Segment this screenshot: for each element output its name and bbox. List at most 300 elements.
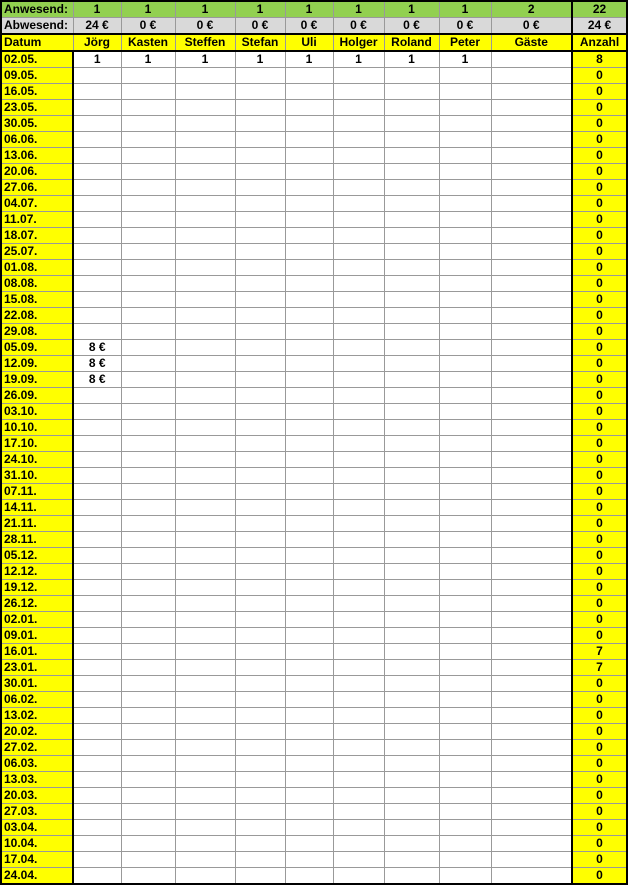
table-cell[interactable] <box>235 628 285 644</box>
date-cell[interactable]: 06.06. <box>1 132 73 148</box>
table-cell[interactable] <box>491 628 572 644</box>
table-cell[interactable] <box>121 484 175 500</box>
table-cell[interactable] <box>491 516 572 532</box>
table-cell[interactable] <box>333 692 384 708</box>
table-cell[interactable] <box>491 756 572 772</box>
table-cell[interactable] <box>235 404 285 420</box>
date-cell[interactable]: 05.12. <box>1 548 73 564</box>
table-cell[interactable] <box>235 292 285 308</box>
table-cell[interactable] <box>73 820 121 836</box>
table-cell[interactable] <box>175 276 235 292</box>
table-cell[interactable] <box>73 164 121 180</box>
table-cell[interactable] <box>285 804 333 820</box>
table-cell[interactable] <box>235 756 285 772</box>
table-cell[interactable] <box>235 196 285 212</box>
table-cell[interactable] <box>285 756 333 772</box>
column-header-peter[interactable]: Peter <box>439 34 491 51</box>
table-cell[interactable] <box>73 660 121 676</box>
date-cell[interactable]: 06.02. <box>1 692 73 708</box>
table-cell[interactable] <box>439 276 491 292</box>
table-cell[interactable] <box>73 516 121 532</box>
count-cell[interactable]: 0 <box>572 228 627 244</box>
table-cell[interactable] <box>73 180 121 196</box>
table-cell[interactable] <box>491 404 572 420</box>
table-cell[interactable] <box>491 196 572 212</box>
table-cell[interactable] <box>333 84 384 100</box>
table-cell[interactable] <box>235 548 285 564</box>
table-cell[interactable] <box>439 436 491 452</box>
count-cell[interactable]: 7 <box>572 660 627 676</box>
table-cell[interactable] <box>285 100 333 116</box>
present-count-joerg[interactable]: 1 <box>73 1 121 18</box>
table-cell[interactable] <box>175 708 235 724</box>
count-cell[interactable]: 0 <box>572 292 627 308</box>
date-cell[interactable]: 02.01. <box>1 612 73 628</box>
present-count-kasten[interactable]: 1 <box>121 1 175 18</box>
present-count-steffen[interactable]: 1 <box>175 1 235 18</box>
table-cell[interactable] <box>175 340 235 356</box>
table-cell[interactable] <box>175 580 235 596</box>
table-cell[interactable] <box>285 644 333 660</box>
table-cell[interactable] <box>73 132 121 148</box>
table-cell[interactable] <box>491 740 572 756</box>
table-cell[interactable] <box>73 580 121 596</box>
table-cell[interactable] <box>175 100 235 116</box>
table-cell[interactable] <box>384 516 439 532</box>
table-cell[interactable] <box>175 452 235 468</box>
count-cell[interactable]: 0 <box>572 820 627 836</box>
table-cell[interactable] <box>73 260 121 276</box>
table-cell[interactable] <box>121 324 175 340</box>
table-cell[interactable] <box>121 516 175 532</box>
table-cell[interactable] <box>285 324 333 340</box>
date-cell[interactable]: 25.07. <box>1 244 73 260</box>
table-cell[interactable] <box>491 356 572 372</box>
table-cell[interactable] <box>121 276 175 292</box>
table-cell[interactable] <box>333 516 384 532</box>
table-cell[interactable] <box>491 820 572 836</box>
table-cell[interactable] <box>235 868 285 885</box>
table-cell[interactable] <box>333 500 384 516</box>
table-cell[interactable] <box>175 836 235 852</box>
present-count-total[interactable]: 22 <box>572 1 627 18</box>
table-cell[interactable] <box>175 788 235 804</box>
table-cell[interactable] <box>333 356 384 372</box>
table-cell[interactable] <box>384 676 439 692</box>
date-cell[interactable]: 14.11. <box>1 500 73 516</box>
table-cell[interactable] <box>285 740 333 756</box>
count-cell[interactable]: 0 <box>572 564 627 580</box>
table-cell[interactable] <box>439 692 491 708</box>
table-cell[interactable] <box>285 180 333 196</box>
table-cell[interactable] <box>175 356 235 372</box>
table-cell[interactable] <box>235 372 285 388</box>
date-cell[interactable]: 02.05. <box>1 51 73 68</box>
table-cell[interactable] <box>121 100 175 116</box>
count-cell[interactable]: 0 <box>572 836 627 852</box>
table-cell[interactable] <box>384 196 439 212</box>
table-cell[interactable]: 1 <box>384 51 439 68</box>
table-cell[interactable] <box>121 212 175 228</box>
table-cell[interactable] <box>491 660 572 676</box>
count-cell[interactable]: 0 <box>572 244 627 260</box>
table-cell[interactable] <box>439 292 491 308</box>
table-cell[interactable] <box>333 260 384 276</box>
table-cell[interactable] <box>491 852 572 868</box>
table-cell[interactable] <box>121 132 175 148</box>
table-cell[interactable] <box>235 148 285 164</box>
table-cell[interactable] <box>285 196 333 212</box>
table-cell[interactable] <box>491 468 572 484</box>
table-cell[interactable] <box>384 436 439 452</box>
table-cell[interactable] <box>384 132 439 148</box>
count-cell[interactable]: 0 <box>572 276 627 292</box>
table-cell[interactable]: 1 <box>121 51 175 68</box>
table-cell[interactable] <box>384 452 439 468</box>
table-cell[interactable] <box>175 596 235 612</box>
table-cell[interactable] <box>73 724 121 740</box>
table-cell[interactable] <box>235 820 285 836</box>
table-cell[interactable] <box>333 788 384 804</box>
table-cell[interactable] <box>175 500 235 516</box>
table-cell[interactable] <box>235 84 285 100</box>
date-cell[interactable]: 23.01. <box>1 660 73 676</box>
table-cell[interactable] <box>285 660 333 676</box>
table-cell[interactable] <box>121 564 175 580</box>
table-cell[interactable] <box>491 308 572 324</box>
table-cell[interactable] <box>439 308 491 324</box>
table-cell[interactable] <box>121 644 175 660</box>
table-cell[interactable] <box>384 244 439 260</box>
table-cell[interactable] <box>285 404 333 420</box>
table-cell[interactable] <box>121 740 175 756</box>
table-cell[interactable] <box>175 484 235 500</box>
table-cell[interactable] <box>73 548 121 564</box>
table-cell[interactable] <box>285 724 333 740</box>
table-cell[interactable] <box>439 228 491 244</box>
absent-amount-kasten[interactable]: 0 € <box>121 18 175 35</box>
table-cell[interactable] <box>285 228 333 244</box>
table-cell[interactable] <box>73 388 121 404</box>
present-count-holger[interactable]: 1 <box>333 1 384 18</box>
table-cell[interactable] <box>384 100 439 116</box>
table-cell[interactable] <box>235 772 285 788</box>
table-cell[interactable] <box>439 644 491 660</box>
table-cell[interactable] <box>73 292 121 308</box>
table-cell[interactable] <box>333 100 384 116</box>
table-cell[interactable] <box>121 196 175 212</box>
table-cell[interactable] <box>491 836 572 852</box>
table-cell[interactable] <box>384 308 439 324</box>
count-cell[interactable]: 0 <box>572 516 627 532</box>
table-cell[interactable] <box>73 612 121 628</box>
table-cell[interactable] <box>121 660 175 676</box>
count-cell[interactable]: 0 <box>572 68 627 84</box>
table-cell[interactable] <box>73 740 121 756</box>
table-cell[interactable] <box>384 164 439 180</box>
count-cell[interactable]: 0 <box>572 308 627 324</box>
table-cell[interactable] <box>439 756 491 772</box>
date-cell[interactable]: 12.09. <box>1 356 73 372</box>
table-cell[interactable] <box>121 676 175 692</box>
table-cell[interactable] <box>491 132 572 148</box>
table-cell[interactable] <box>439 404 491 420</box>
table-cell[interactable] <box>285 212 333 228</box>
column-header-stefan[interactable]: Stefan <box>235 34 285 51</box>
table-cell[interactable] <box>121 116 175 132</box>
table-cell[interactable] <box>333 116 384 132</box>
table-cell[interactable] <box>384 756 439 772</box>
table-cell[interactable] <box>235 660 285 676</box>
table-cell[interactable] <box>235 532 285 548</box>
table-cell[interactable] <box>285 452 333 468</box>
table-cell[interactable] <box>175 84 235 100</box>
table-cell[interactable] <box>333 420 384 436</box>
table-cell[interactable] <box>491 340 572 356</box>
table-cell[interactable] <box>121 788 175 804</box>
table-cell[interactable] <box>384 68 439 84</box>
table-cell[interactable] <box>333 532 384 548</box>
table-cell[interactable] <box>73 788 121 804</box>
table-cell[interactable] <box>175 516 235 532</box>
table-cell[interactable] <box>384 324 439 340</box>
table-cell[interactable] <box>175 68 235 84</box>
table-cell[interactable] <box>235 804 285 820</box>
table-cell[interactable] <box>73 756 121 772</box>
table-cell[interactable] <box>235 164 285 180</box>
table-cell[interactable] <box>439 612 491 628</box>
table-cell[interactable] <box>491 100 572 116</box>
table-cell[interactable]: 1 <box>285 51 333 68</box>
table-cell[interactable] <box>439 356 491 372</box>
table-cell[interactable] <box>235 452 285 468</box>
column-header-count[interactable]: Anzahl <box>572 34 627 51</box>
date-cell[interactable]: 13.06. <box>1 148 73 164</box>
date-cell[interactable]: 03.10. <box>1 404 73 420</box>
table-cell[interactable] <box>439 212 491 228</box>
table-cell[interactable] <box>384 484 439 500</box>
table-cell[interactable] <box>235 484 285 500</box>
count-cell[interactable]: 0 <box>572 132 627 148</box>
table-cell[interactable] <box>491 228 572 244</box>
table-cell[interactable] <box>235 340 285 356</box>
table-cell[interactable] <box>333 164 384 180</box>
table-cell[interactable] <box>333 596 384 612</box>
table-cell[interactable] <box>285 580 333 596</box>
table-cell[interactable] <box>121 628 175 644</box>
date-cell[interactable]: 12.12. <box>1 564 73 580</box>
table-cell[interactable] <box>121 372 175 388</box>
table-cell[interactable] <box>333 644 384 660</box>
table-cell[interactable] <box>285 676 333 692</box>
table-cell[interactable] <box>175 180 235 196</box>
date-cell[interactable]: 17.04. <box>1 852 73 868</box>
table-cell[interactable] <box>333 292 384 308</box>
table-cell[interactable] <box>384 772 439 788</box>
count-cell[interactable]: 0 <box>572 548 627 564</box>
date-cell[interactable]: 22.08. <box>1 308 73 324</box>
table-cell[interactable] <box>73 500 121 516</box>
table-cell[interactable] <box>73 772 121 788</box>
count-cell[interactable]: 0 <box>572 452 627 468</box>
table-cell[interactable] <box>285 340 333 356</box>
absent-amount-uli[interactable]: 0 € <box>285 18 333 35</box>
table-cell[interactable]: 8 € <box>73 372 121 388</box>
table-cell[interactable] <box>439 660 491 676</box>
absent-amount-total[interactable]: 24 € <box>572 18 627 35</box>
table-cell[interactable] <box>333 548 384 564</box>
table-cell[interactable] <box>333 132 384 148</box>
table-cell[interactable] <box>121 468 175 484</box>
table-cell[interactable] <box>384 388 439 404</box>
count-cell[interactable]: 0 <box>572 756 627 772</box>
count-cell[interactable]: 0 <box>572 852 627 868</box>
table-cell[interactable] <box>175 756 235 772</box>
table-cell[interactable] <box>121 756 175 772</box>
table-cell[interactable] <box>235 132 285 148</box>
table-cell[interactable] <box>73 628 121 644</box>
table-cell[interactable] <box>235 388 285 404</box>
count-cell[interactable]: 0 <box>572 484 627 500</box>
table-cell[interactable] <box>333 228 384 244</box>
table-cell[interactable] <box>491 260 572 276</box>
table-cell[interactable] <box>121 836 175 852</box>
table-cell[interactable] <box>439 164 491 180</box>
table-cell[interactable] <box>285 612 333 628</box>
table-cell[interactable] <box>333 468 384 484</box>
date-cell[interactable]: 07.11. <box>1 484 73 500</box>
table-cell[interactable] <box>235 180 285 196</box>
table-cell[interactable] <box>285 356 333 372</box>
table-cell[interactable] <box>121 420 175 436</box>
table-cell[interactable] <box>285 692 333 708</box>
column-header-uli[interactable]: Uli <box>285 34 333 51</box>
table-cell[interactable] <box>333 756 384 772</box>
column-header-gaeste[interactable]: Gäste <box>491 34 572 51</box>
table-cell[interactable] <box>175 308 235 324</box>
table-cell[interactable] <box>73 468 121 484</box>
table-cell[interactable] <box>333 68 384 84</box>
table-cell[interactable] <box>73 244 121 260</box>
count-cell[interactable]: 0 <box>572 404 627 420</box>
date-cell[interactable]: 08.08. <box>1 276 73 292</box>
table-cell[interactable] <box>175 196 235 212</box>
table-cell[interactable] <box>175 148 235 164</box>
date-cell[interactable]: 31.10. <box>1 468 73 484</box>
count-cell[interactable]: 0 <box>572 596 627 612</box>
table-cell[interactable] <box>121 452 175 468</box>
table-cell[interactable] <box>333 724 384 740</box>
table-cell[interactable] <box>121 580 175 596</box>
table-cell[interactable] <box>73 484 121 500</box>
table-cell[interactable] <box>439 532 491 548</box>
table-cell[interactable] <box>121 244 175 260</box>
absent-amount-gaeste[interactable]: 0 € <box>491 18 572 35</box>
table-cell[interactable] <box>175 404 235 420</box>
count-cell[interactable]: 0 <box>572 196 627 212</box>
date-cell[interactable]: 20.02. <box>1 724 73 740</box>
table-cell[interactable] <box>384 548 439 564</box>
table-cell[interactable] <box>384 116 439 132</box>
count-cell[interactable]: 0 <box>572 164 627 180</box>
table-cell[interactable] <box>439 260 491 276</box>
table-cell[interactable] <box>121 260 175 276</box>
table-cell[interactable] <box>333 436 384 452</box>
table-cell[interactable] <box>121 532 175 548</box>
date-cell[interactable]: 10.04. <box>1 836 73 852</box>
table-cell[interactable] <box>491 532 572 548</box>
table-cell[interactable] <box>235 596 285 612</box>
table-cell[interactable] <box>235 116 285 132</box>
table-cell[interactable] <box>384 836 439 852</box>
table-cell[interactable] <box>491 164 572 180</box>
table-cell[interactable] <box>121 340 175 356</box>
table-cell[interactable] <box>439 836 491 852</box>
date-cell[interactable]: 24.10. <box>1 452 73 468</box>
table-cell[interactable]: 8 € <box>73 356 121 372</box>
date-cell[interactable]: 17.10. <box>1 436 73 452</box>
table-cell[interactable] <box>175 772 235 788</box>
table-cell[interactable] <box>333 564 384 580</box>
absent-amount-holger[interactable]: 0 € <box>333 18 384 35</box>
table-cell[interactable] <box>285 516 333 532</box>
table-cell[interactable] <box>333 340 384 356</box>
count-cell[interactable]: 0 <box>572 100 627 116</box>
column-header-steffen[interactable]: Steffen <box>175 34 235 51</box>
date-cell[interactable]: 20.03. <box>1 788 73 804</box>
table-cell[interactable] <box>73 436 121 452</box>
date-cell[interactable]: 24.04. <box>1 868 73 885</box>
date-cell[interactable]: 18.07. <box>1 228 73 244</box>
table-cell[interactable] <box>439 132 491 148</box>
table-cell[interactable] <box>439 388 491 404</box>
table-cell[interactable] <box>384 372 439 388</box>
table-cell[interactable] <box>439 500 491 516</box>
table-cell[interactable] <box>491 84 572 100</box>
table-cell[interactable] <box>491 212 572 228</box>
table-cell[interactable] <box>235 228 285 244</box>
column-header-kasten[interactable]: Kasten <box>121 34 175 51</box>
table-cell[interactable] <box>384 260 439 276</box>
table-cell[interactable] <box>439 628 491 644</box>
table-cell[interactable] <box>439 580 491 596</box>
table-cell[interactable] <box>333 628 384 644</box>
table-cell[interactable] <box>439 100 491 116</box>
date-cell[interactable]: 16.05. <box>1 84 73 100</box>
table-cell[interactable] <box>439 116 491 132</box>
table-cell[interactable] <box>73 100 121 116</box>
table-cell[interactable] <box>384 804 439 820</box>
table-cell[interactable] <box>285 628 333 644</box>
date-cell[interactable]: 15.08. <box>1 292 73 308</box>
table-cell[interactable] <box>384 612 439 628</box>
table-cell[interactable] <box>73 836 121 852</box>
table-cell[interactable] <box>285 772 333 788</box>
table-cell[interactable] <box>73 196 121 212</box>
table-cell[interactable] <box>121 852 175 868</box>
table-cell[interactable] <box>384 500 439 516</box>
table-cell[interactable] <box>439 772 491 788</box>
table-cell[interactable] <box>384 292 439 308</box>
table-cell[interactable] <box>285 564 333 580</box>
table-cell[interactable] <box>175 260 235 276</box>
table-cell[interactable] <box>285 164 333 180</box>
table-cell[interactable] <box>439 676 491 692</box>
count-cell[interactable]: 0 <box>572 580 627 596</box>
count-cell[interactable]: 0 <box>572 260 627 276</box>
table-cell[interactable] <box>285 148 333 164</box>
count-cell[interactable]: 0 <box>572 692 627 708</box>
